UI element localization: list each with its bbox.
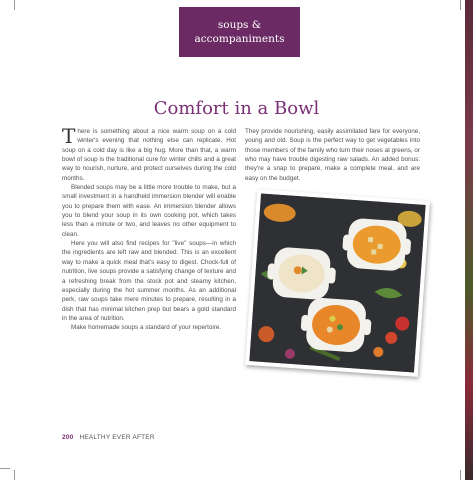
soup-photo	[245, 189, 430, 377]
right-column	[245, 127, 420, 183]
section-header-line1: soups &	[217, 19, 262, 31]
adjacent-page-edge	[465, 0, 473, 480]
crop-mark	[460, 470, 461, 480]
paragraph-2: Blended soups may be a little more trouble to make, but a small investment in a handheld immersion blender will enable you to prepare them with ease. An immersion blender allows you to blend your soup in its own cooking pot, which takes less than a minute or two, and leaves no other equipment to clean.	[62, 184, 236, 238]
paragraph-1	[62, 124, 236, 183]
crop-mark	[14, 0, 15, 10]
crop-mark	[0, 468, 10, 469]
soup-bowls-illustration	[249, 193, 425, 372]
crop-mark	[460, 0, 461, 10]
dropcap: T	[62, 124, 76, 148]
section-header-line2: accompaniments	[194, 33, 285, 45]
page-footer	[62, 434, 155, 441]
paragraph-5: They provide nourishing, easily assimilated fare for everyone, young and old. Soup is the perfect way to get vegetables into those members of the family who turn their noses at greens, or who may have trouble digesting raw salads. An added bonus: they're a snap to prepare, make a complete meal, and are easy on the budget.	[245, 128, 420, 182]
paragraph-4: Make homemade soups a standard of your repertoire.	[71, 324, 222, 332]
paragraph-1-text: here is something about a nice warm soup on a cold winter's evening that nothing else can replicate. Hot soup on a cold day is like a big hug. More than that, a warm bowl of soup is the traditional cure for winter chills and a great way to nourish, nurture, and protect ourselves during the cold months.	[62, 128, 236, 182]
paragraph-3: Here you will also find recipes for "live" soups—in which the ingredients are left raw and blended. This is an excellent way to make a quick meal that's easy to digest. Chock-full of nutrition, live soups provide a satisfying change of texture and a refreshing break from the stock pot and steamy kitchen, especially during the hot summer months. As an additional perk, raw soups take mere minutes to prepare, resulting in a dish that has minimal kitchen prep but bears a gold standard in the area of nutrition.	[62, 240, 236, 322]
section-header	[179, 7, 300, 57]
book-title: HEALTHY EVER AFTER	[79, 434, 155, 441]
page-title: Comfort in a Bowl	[153, 98, 320, 119]
page-number: 200	[62, 434, 74, 441]
crop-mark	[14, 470, 15, 480]
left-column	[62, 124, 236, 333]
